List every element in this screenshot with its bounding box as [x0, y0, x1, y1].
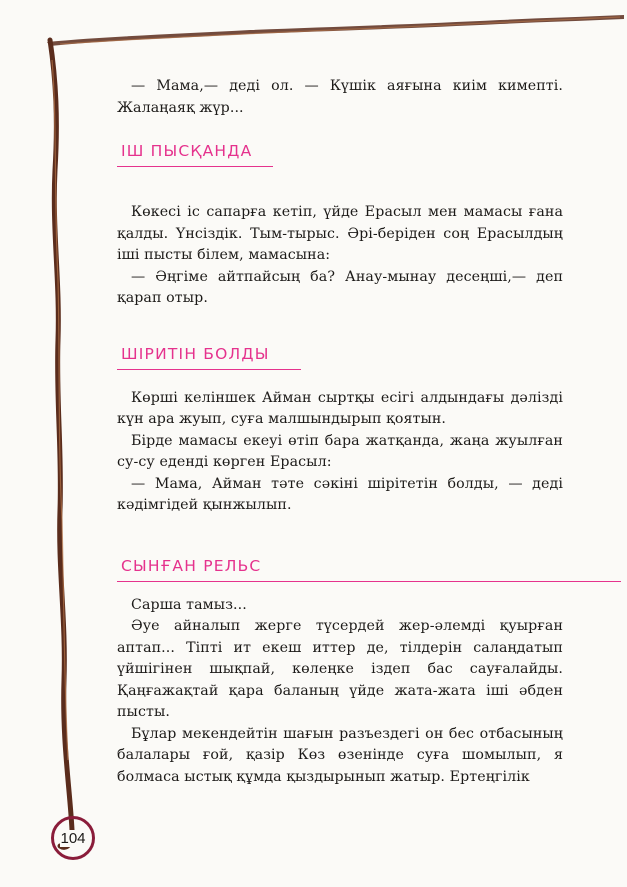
paragraph: — Мама, Айман тәте сәкіні шірітетін болды, — деді кәдімгідей қынжылып. [117, 475, 563, 513]
paragraph: Бірде мамасы екеуі өтіп бара жатқанда, жаңа жуылған су-су еденді көрген Ерасыл: [117, 432, 563, 470]
paragraph: Көкесі іс сапарға кетіп, үйде Ерасыл мен мамасы ғана қалды. Үнсіздік. Тым-тырыс. Әрі-беріден соң Ерасылдың іші пысты білем, мамасына: [117, 204, 563, 263]
paragraph: — Әңгіме айтпайсың ба? Анау-мынау десеңші,— деп қарап отыр. [117, 268, 563, 306]
paragraph: Көрші келіншек Айман сыртқы есігі алдындағы дәлізді күн ара жуып, суға малшындырып қоятын. [117, 389, 563, 427]
page-number: 104 [60, 829, 86, 847]
paragraph: Сарша тамыз... [131, 596, 247, 613]
page-content [117, 76, 563, 788]
intro-paragraph: — Мама,— деді ол. — Күшік аяғына киім кимепті. Жалаңаяқ жүр... [117, 78, 563, 116]
section-title-shiritin-boldy: ШІРИТІН БОЛДЫ [117, 345, 301, 370]
left-branch-highlight [52, 60, 68, 760]
section-title-ish-pyskanda: ІШ ПЫСҚАНДА [117, 142, 273, 167]
paragraph: Әуе айналып жерге түсердей жер-әлемді қуырған аптап... Тіпті ит екеш иттер де, тілдерін салаңдатып үйшігінен шықпай, көлеңке іздеп бас сауғалайды. Қаңғажақтай қара баланың үйде жата-жата іші әбден пысты. [117, 618, 563, 720]
top-branch-highlight [60, 17, 620, 44]
section-title-syngan-rels: СЫНҒАН РЕЛЬС [117, 557, 621, 582]
paragraph: Бұлар мекендейтін шағын разъездегі он бес отбасының балалары ғой, қазір Көз өзенінде суға шомылып, я болмаса ыстық құмда қыздырынып жатыр. Ертеңгілік [117, 725, 563, 785]
left-branch [50, 40, 72, 847]
page-number-badge [51, 816, 95, 860]
top-branch [47, 15, 624, 46]
